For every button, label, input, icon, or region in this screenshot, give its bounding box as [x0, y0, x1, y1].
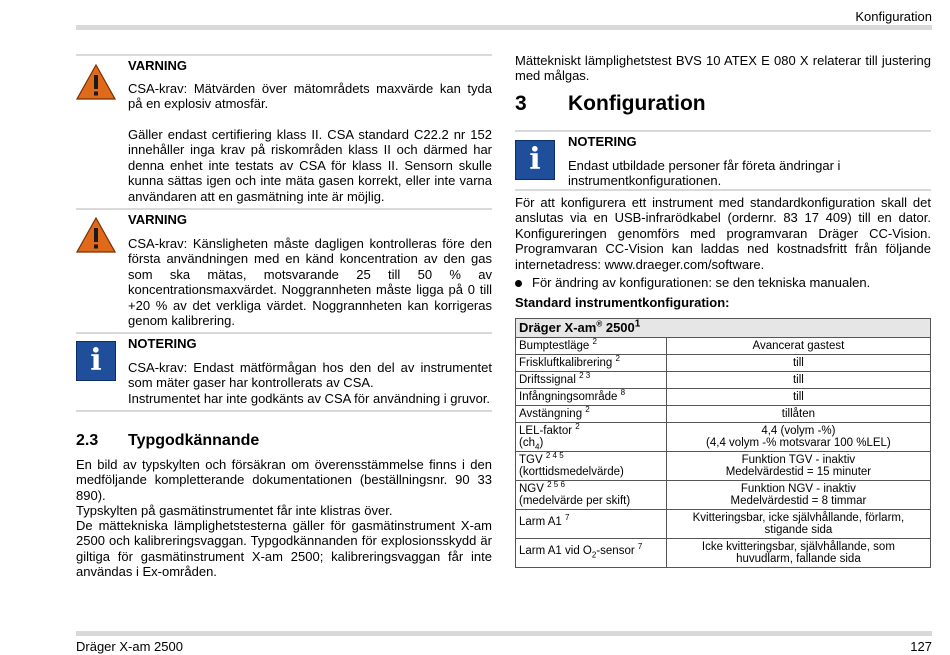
table-row: Friskluftkalibrering $^2$ till: [516, 355, 931, 372]
table-row: Avstängning $^2$ tillåten: [516, 406, 931, 423]
divider: [515, 189, 931, 191]
chapter-number: 3: [515, 92, 527, 115]
warning-title: VARNING: [128, 212, 187, 227]
divider: [76, 208, 492, 210]
note-text: Instrumentet har inte godkänts av CSA för användning i gruvor.: [128, 391, 491, 406]
footer-product: Dräger X-am 2500: [76, 639, 183, 654]
table-header-row: [516, 319, 931, 338]
note-text: Endast utbildade personer får företa ändringar i instrumentkonfigurationen.: [568, 158, 841, 189]
paragraph: En bild av typskylten och försäkran om överensstämmelse finns i den medföljande kompletterande dokumentationen (beställningsnr. 90 33 890).: [76, 457, 492, 503]
paragraph: De mättekniska lämplighetstesterna gäller för gasmätinstrument X-am 2500 och kalibreringsvaggan. Typgodkännanden för explosionsskydd är giltiga för gasmätinstrument X-am 2500; kalibreringsvaggan får inte användas i Ex-områden.: [76, 518, 492, 580]
table-row: LEL-faktor $^2$ $(ch_4)$ 4,4 (volym -%) (4,4 volym -% motsvarar 100 %LEL): [516, 423, 931, 452]
header-rule: [76, 25, 932, 30]
table-header: Dräger X-am® 2500$^1$: [516, 319, 931, 338]
warning-text: CSA-krav: Känsligheten måste dagligen kontrolleras före den första användningen med en känd koncentration av den gas som ska mätas, motsvarande 25 till 50 % av koncentrationsmaxvärdet. Noggrannheten måste ligga på 0 till +20 % av det verkliga värdet. Noggrannheten kan korrigeras genom kalibrering.: [128, 236, 492, 329]
table-row: Bumptestläge $^2$ Avancerat gastest: [516, 338, 931, 355]
table-row: NGV $^{2 5 6}$ (medelvärde per skift) Funktion NGV - inaktiv Medelvärdestid = 8 timmar: [516, 481, 931, 510]
warning-title: VARNING: [128, 58, 187, 73]
divider: [76, 54, 492, 56]
config-table: [515, 318, 931, 568]
divider: [76, 332, 492, 334]
warning-icon: [76, 64, 116, 100]
table-row: Larm A1 vid $O_2$-sensor $^7$ Icke kvitteringsbar, självhållande, som huvudlarm, fallande sida: [516, 539, 931, 568]
table-row: TGV $^{2 4 5}$ (korttidsmedelvärde) Funktion TGV - inaktiv Medelvärdestid = 15 minuter: [516, 452, 931, 481]
bullet-icon: [515, 280, 522, 287]
bullet-item: [515, 275, 931, 290]
note-title: NOTERING: [128, 336, 197, 351]
divider: [515, 130, 931, 132]
warning-icon: [76, 217, 116, 253]
chapter-title: Konfiguration: [568, 92, 706, 115]
note-text: CSA-krav: Endast mätförmågan hos den del av instrumentet som mäter gaser har kontrollerats av CSA.: [128, 360, 492, 391]
info-icon: i: [515, 140, 555, 180]
info-icon: i: [76, 341, 116, 381]
divider: [76, 410, 492, 412]
paragraph: För att konfigurera ett instrument med standardkonfiguration skall det anslutas via en USB-infrarödkabel (ordernr. 83 17 409) till en dator. Konfigureringen genomförs med programvaran Dräger CC-Vision. Programvaran CC-Vision kan laddas ned kostnadsfritt från följande internetadress: www.draeger.com/software.: [515, 195, 931, 272]
table-title: Standard instrumentkonfiguration:: [515, 295, 730, 310]
warning-text: Gäller endast certifiering klass II. CSA standard C22.2 nr 152 innehåller inga krav på riskområden klass II och därmed har denna enhet inte testats av CSA för klass II. Sensorn skulle kunna sättas igen och inte mäta gasen korrekt, eller inte varna användaren att en gasmätning inte är möjlig.: [128, 127, 492, 204]
paragraph: Typskylten på gasmätinstrumentet får inte klistras över.: [76, 503, 393, 518]
table-row: Larm A1 $^7$ Kvitteringsbar, icke självhållande, förlarm, stigande sida: [516, 510, 931, 539]
paragraph: Mättekniskt lämplighetstest BVS 10 ATEX E 080 X relaterar till justering med målgas.: [515, 53, 931, 84]
page-number: 127: [910, 639, 932, 654]
section-title: Typgodkännande: [128, 432, 260, 449]
section-number: 2.3: [76, 432, 99, 449]
note-title: NOTERING: [568, 134, 637, 149]
bullet-text: För ändring av konfigurationen: se den tekniska manualen.: [532, 275, 871, 290]
warning-text: CSA-krav: Mätvärden över mätområdets maxvärde kan tyda på en explosiv atmosfär.: [128, 81, 492, 112]
footer-rule: [76, 631, 932, 636]
table-row: Driftssignal $^{2 3}$ till: [516, 372, 931, 389]
table-row: Infångningsområde $^8$ till: [516, 389, 931, 406]
running-header: Konfiguration: [855, 9, 932, 24]
